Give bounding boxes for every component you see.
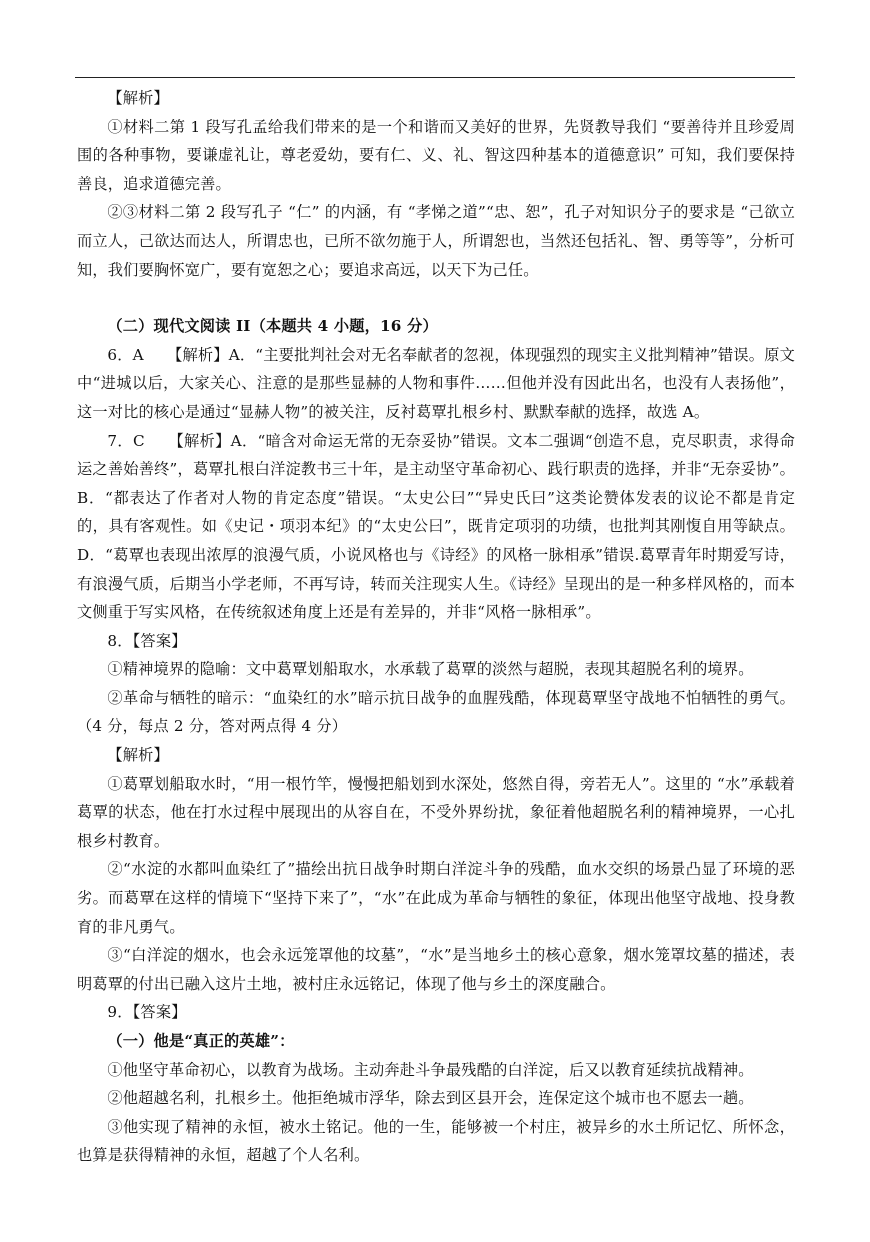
question-8-analysis-2: ②“水淀的水都叫血染红了”描绘出抗日战争时期白洋淀斗争的残酷，血水交织的场景凸显了环境的恶劣。而葛覃在这样的情境下“坚持下来了”，“水”在此成为革命与牺牲的象征，体现出他坚守战地、投身教育的非凡勇气。 [77,860,795,936]
question-8-answer-label: 8．【答案】 [107,631,187,650]
analysis-paragraph-2: ②③材料二第 2 段写孔子 “仁” 的内涵，有 “孝悌之道”“忠、恕”，孔子对知识分子的要求是 “己欲立而立人，己欲达而达人，所谓忠也，已所不欲勿施于人，所谓恕也，当然还包括礼、智、勇等等”，分析可知，我们要胸怀宽广，要有宽恕之心；要追求高远，以天下为己任。 [77,203,795,279]
analysis-heading: 【解析】 [107,89,169,107]
question-8-analysis-1: ①葛覃划船取水时，“用一根竹竿，慢慢把船划到水深处，悠然自得，旁若无人”。这里的 “水”承载着葛覃的状态，他在打水过程中展现出的从容自在，不受外界纷扰，象征着他超脱名利的精神境界，一心扎根乡村教育。 [77,774,795,850]
question-7-answer: 7．C 【解析】A．“暗含对命运无常的无奈妥协”错误。文本二强调“创造不息，克尽职责，求得命运之善始善终”，葛覃扎根白洋淀教书三十年，是主动坚守革命初心、践行职责的选择，并非“无奈妥协”。B．“都表达了作者对人物的肯定态度”错误。“太史公曰”“异史氏曰”这类论赞体发表的议论不都是肯定的，具有客观性。如《史记・项羽本纪》的“太史公曰”，既肯定项羽的功绩，也批判其刚愎自用等缺点。D．“葛覃也表现出浓厚的浪漫气质，小说风格也与《诗经》的风格一脉相承”错误.葛覃青年时期爱写诗，有浪漫气质，后期当小学老师，不再写诗，转而关注现实人生。《诗经》呈现出的是一种多样风格的，而本文侧重于写实风格，在传统叙述角度上还是有差异的，并非“风格一脉相承”。 [77,431,795,622]
question-9-answer-label: 9．【答案】 [107,1003,187,1022]
analysis-paragraph-1: ①材料二第 1 段写孔孟给我们带来的是一个和谐而又美好的世界，先贤教导我们 “要善待并且珍爱周围的各种事物，要谦虚礼让，尊老爱幼，要有仁、义、礼、智这四种基本的道德意识” 可知，我们要保持善良，追求道德完善。 [77,117,795,193]
question-9-point-1: ①他坚守革命初心，以教育为战场。主动奔赴斗争最残酷的白洋淀，后又以教育延续抗战精神。 [107,1060,754,1079]
question-8-answer-point-2: ②革命与牺牲的暗示：“血染红的水”暗示抗日战争的血腥残酷，体现葛覃坚守战地不怕牺牲的勇气。（4 分，每点 2 分，答对两点得 4 分） [77,688,795,736]
question-8-answer-point-1: ①精神境界的隐喻：文中葛覃划船取水，水承载了葛覃的淡然与超脱，表现其超脱名利的境界。 [107,660,754,679]
question-9-sub-heading: （一）他是“真正的英雄”： [107,1032,295,1050]
section-title: （二）现代文阅读 II（本题共 4 小题，16 分） [107,317,438,336]
document-body [77,84,795,1170]
question-8-analysis-label: 【解析】 [107,746,169,765]
section-gap [77,284,795,312]
question-9-point-2: ②他超越名利，扎根乡土。他拒绝城市浮华，除去到区县开会，连保定这个城市也不愿去一趟。 [107,1089,754,1108]
header-rule [75,77,795,78]
question-6-answer: 6．A 【解析】A．“主要批判社会对无名奉献者的忽视，体现强烈的现实主义批判精神”错误。原文中“进城以后，大家关心、注意的是那些显赫的人物和事件……但他并没有因此出名，也没有人表扬他”，这一对比的核心是通过“显赫人物”的被关注，反衬葛覃扎根乡村、默默奉献的选择，故选 A。 [77,345,795,421]
question-9-point-3: ③他实现了精神的永恒，被水土铭记。他的一生，能够被一个村庄，被异乡的水土所记忆、所怀念，也算是获得精神的永恒，超越了个人名利。 [77,1117,795,1165]
question-8-analysis-3: ③“白洋淀的烟水，也会永远笼罩他的坟墓”，“水”是当地乡土的核心意象，烟水笼罩坟墓的描述，表明葛覃的付出已融入这片土地，被村庄永远铭记，体现了他与乡土的深度融合。 [77,946,795,993]
